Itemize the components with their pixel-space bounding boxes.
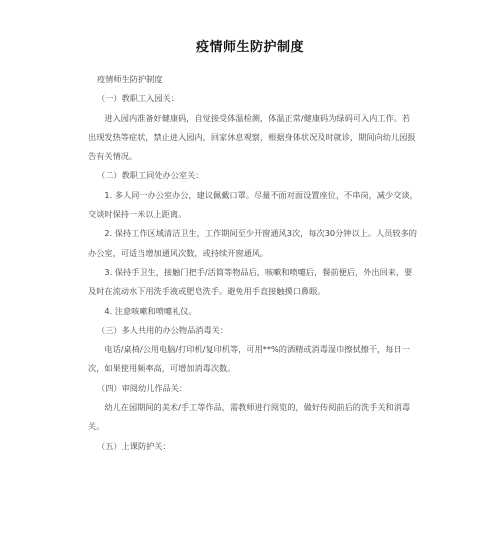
section-3-body: 电话/桌椅/公用电脑/打印机/复印机等，可用**%的酒精或消毒湿巾擦拭擦干，每日一次，如果使用频率高，可增加消毒次数。 bbox=[88, 344, 410, 374]
document-body bbox=[88, 70, 418, 456]
section-2-item-2: 2. 保持工作区域清洁卫生，工作期间至少开窗通风3次，每次30分钟以上。人员较多的办公室，可适当增加通风次数，或持续开窗通风。 bbox=[88, 228, 417, 258]
section-1-body: 进入园内准备好健康码，自觉接受体温检测，体温正常/健康码为绿码可入内工作。若出现发热等症状，禁止进入园内，回家休息观察，根据身体状况及时就诊，期间向幼儿园报告有关情况。 bbox=[88, 112, 416, 162]
section-4-body: 幼儿在园期间的美术/手工等作品，需教师进行阅览的，做好传阅前后的洗手关和消毒关。 bbox=[88, 402, 411, 432]
section-2-item-3: 3. 保持手卫生，接触门把手/活简等物品后，咳嗽和喷嚏后，餐前便后，外出回来，要及时在流动水下用洗手液或肥皂洗手。避免用手直接触摸口鼻眼。 bbox=[88, 266, 413, 297]
section-2-item-1: 1. 多人同一办公室办公，建议佩戴口罩。尽量不面对面设置座位，不串岗，减少交谈，交谈时保持一米以上距离。 bbox=[88, 189, 418, 220]
section-2-item-4: 4. 注意咳嗽和喷嚏礼仪。 bbox=[104, 305, 197, 316]
document-title: 疫情师生防护制度 bbox=[195, 40, 304, 55]
section-1-heading: （一）教职工入园关： bbox=[97, 93, 179, 104]
section-5-heading: （五）上课防护关： bbox=[97, 440, 171, 451]
intro-line: 疫情师生防护制度 bbox=[97, 74, 163, 84]
section-4-heading: （四）审阅幼儿作品关： bbox=[97, 382, 188, 393]
section-2-heading: （二）教职工同处办公室关： bbox=[97, 170, 204, 181]
section-3-heading: （三）多人共用的办公物品消毒关： bbox=[97, 324, 229, 335]
